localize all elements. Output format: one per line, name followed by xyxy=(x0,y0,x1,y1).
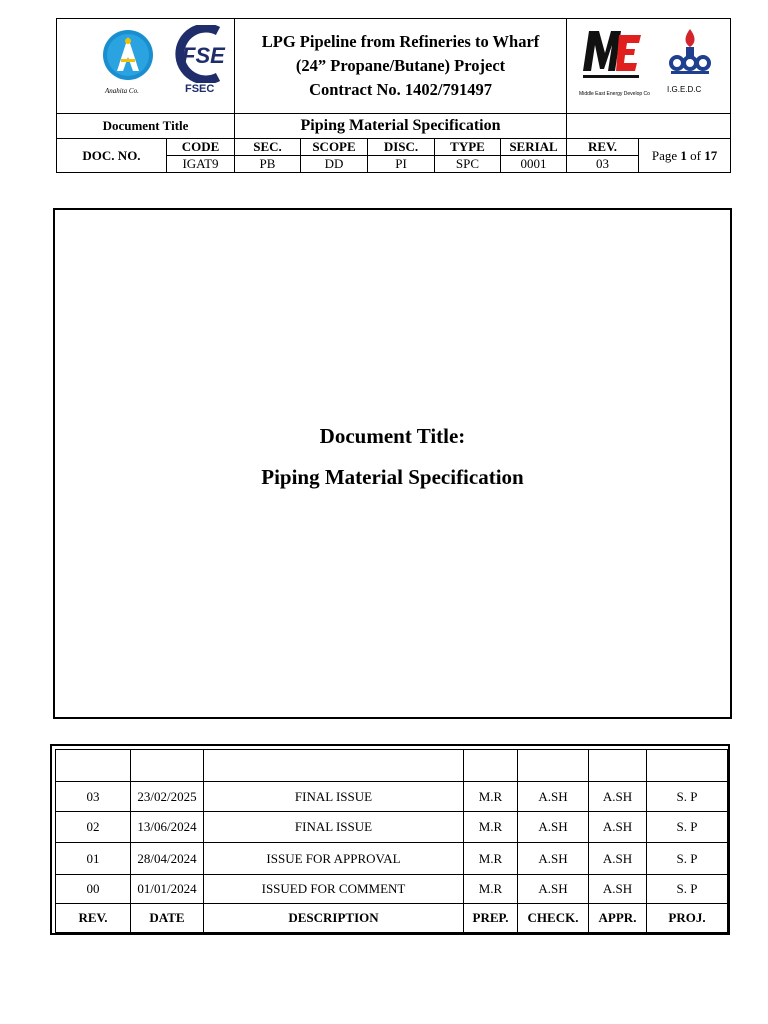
check-column-header: CHECK. xyxy=(518,904,589,933)
mej-logo-icon xyxy=(579,25,645,85)
date-column-header: DATE xyxy=(131,904,204,933)
page-prefix: Page xyxy=(651,147,678,163)
fsec-logo-text: FSEC xyxy=(185,83,215,95)
proj-cell: S. P xyxy=(647,812,728,843)
disc-value: PI xyxy=(368,156,435,173)
description-cell: FINAL ISSUE xyxy=(204,782,464,812)
check-cell: A.SH xyxy=(518,843,589,875)
document-title-value: Piping Material Specification xyxy=(235,114,567,139)
rev-cell: 00 xyxy=(56,875,131,904)
code-value: IGAT9 xyxy=(167,156,235,173)
title-box xyxy=(53,208,732,719)
rev-column-header: REV. xyxy=(56,904,131,933)
svg-text:FSE: FSE xyxy=(182,43,225,68)
rev-value: 03 xyxy=(567,156,639,173)
title-box-line-1: Document Title: xyxy=(319,424,466,448)
project-title-cell xyxy=(235,19,567,114)
check-cell: A.SH xyxy=(518,875,589,904)
disc-header: DISC. xyxy=(368,139,435,156)
proj-column-header: PROJ. xyxy=(647,904,728,933)
prep-cell: M.R xyxy=(464,875,518,904)
check-cell: A.SH xyxy=(518,812,589,843)
date-cell: 28/04/2024 xyxy=(131,843,204,875)
revision-header-row xyxy=(56,904,728,933)
revision-table xyxy=(55,749,728,933)
sec-header: SEC. xyxy=(235,139,301,156)
date-cell: 13/06/2024 xyxy=(131,812,204,843)
appr-cell: A.SH xyxy=(589,875,647,904)
prep-cell: M.R xyxy=(464,843,518,875)
title-box-line-2: Piping Material Specification xyxy=(261,465,524,489)
appr-cell: A.SH xyxy=(589,782,647,812)
document-title-label: Document Title xyxy=(57,114,235,139)
prep-cell: M.R xyxy=(464,782,518,812)
revision-table-frame xyxy=(50,744,730,935)
empty-cell xyxy=(567,114,731,139)
proj-cell: S. P xyxy=(647,875,728,904)
document-header-table xyxy=(56,18,731,173)
rev-cell: 03 xyxy=(56,782,131,812)
appr-cell: A.SH xyxy=(589,843,647,875)
revision-row xyxy=(56,782,728,812)
page-indicator xyxy=(639,139,731,173)
igedc-logo-caption: I.G.E.D.C xyxy=(667,85,702,94)
prep-column-header: PREP. xyxy=(464,904,518,933)
scope-header: SCOPE xyxy=(301,139,368,156)
proj-cell: S. P xyxy=(647,843,728,875)
doc-no-label: DOC. NO. xyxy=(57,139,167,173)
description-cell: ISSUE FOR APPROVAL xyxy=(204,843,464,875)
proj-cell: S. P xyxy=(647,782,728,812)
sec-value: PB xyxy=(235,156,301,173)
contract-number: Contract No. 1402/791497 xyxy=(309,80,492,99)
contractor-logos-cell xyxy=(567,19,731,114)
scope-value: DD xyxy=(301,156,368,173)
serial-value: 0001 xyxy=(501,156,567,173)
type-header: TYPE xyxy=(435,139,501,156)
page-of: of xyxy=(690,147,701,163)
code-header: CODE xyxy=(167,139,235,156)
appr-column-header: APPR. xyxy=(589,904,647,933)
check-cell: A.SH xyxy=(518,782,589,812)
revision-row xyxy=(56,875,728,904)
appr-cell: A.SH xyxy=(589,812,647,843)
igedc-logo-icon xyxy=(667,27,713,77)
fsec-logo-icon xyxy=(172,25,228,83)
date-cell: 01/01/2024 xyxy=(131,875,204,904)
date-cell: 23/02/2025 xyxy=(131,782,204,812)
prep-cell: M.R xyxy=(464,812,518,843)
anahita-logo-caption: Anahita Co. xyxy=(105,87,139,95)
revision-row xyxy=(56,812,728,843)
type-value: SPC xyxy=(435,156,501,173)
project-title-line-1: LPG Pipeline from Refineries to Wharf xyxy=(261,32,540,51)
revision-row xyxy=(56,843,728,875)
page-total: 17 xyxy=(704,147,718,163)
rev-cell: 02 xyxy=(56,812,131,843)
description-column-header: DESCRIPTION xyxy=(204,904,464,933)
description-cell: FINAL ISSUE xyxy=(204,812,464,843)
serial-header: SERIAL xyxy=(501,139,567,156)
description-cell: ISSUED FOR COMMENT xyxy=(204,875,464,904)
rev-header: REV. xyxy=(567,139,639,156)
anahita-logo-icon xyxy=(101,29,155,83)
client-logos-cell xyxy=(57,19,235,114)
project-title-line-2: (24” Propane/Butane) Project xyxy=(295,56,506,75)
revision-row-blank xyxy=(56,750,728,782)
rev-cell: 01 xyxy=(56,843,131,875)
mej-logo-caption: Middle East Energy Develop Co xyxy=(579,91,650,97)
page-current: 1 xyxy=(680,147,687,163)
